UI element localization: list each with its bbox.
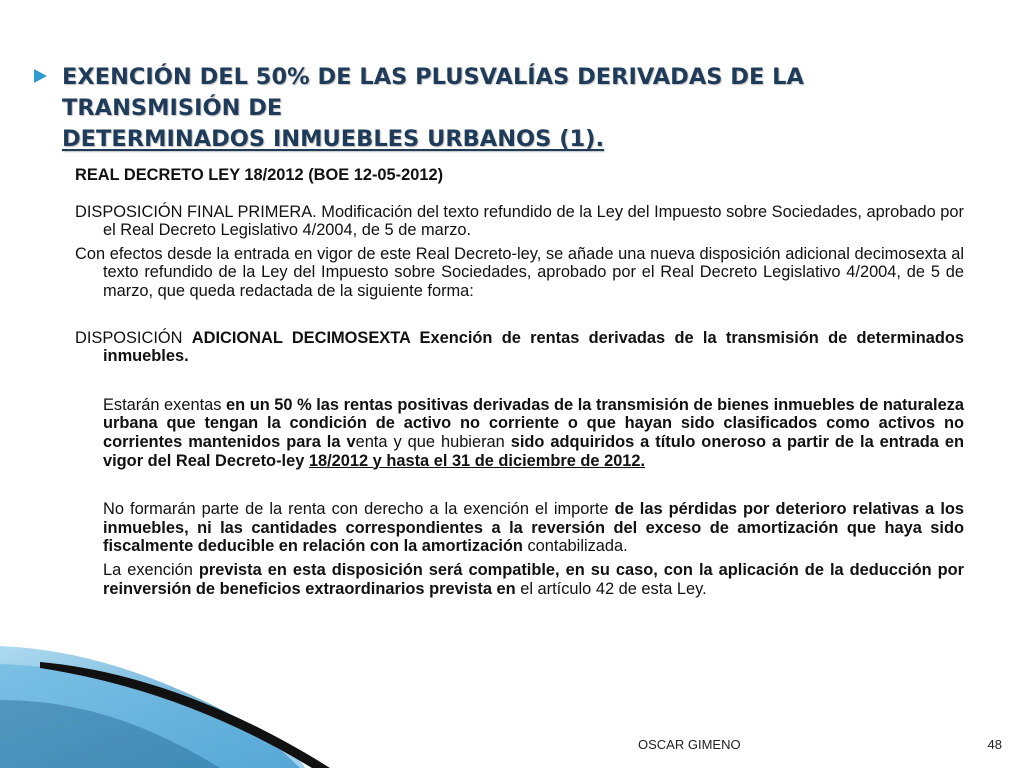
title-line-2: DETERMINADOS INMUEBLES URBANOS (1). <box>62 126 604 152</box>
disposicion-final-paragraph: DISPOSICIÓN FINAL PRIMERA. Modificación del texto refundido de la Ley del Impuesto sobre Sociedades, aprobado por el Real Decreto Legislativo 4/2004, de 5 de marzo. <box>75 202 964 240</box>
disposicion-adicional-heading: DISPOSICIÓN ADICIONAL DECIMOSEXTA Exención de rentas derivadas de la transmisión de determinados inmuebles. <box>75 328 964 366</box>
efectos-paragraph: Con efectos desde la entrada en vigor de este Real Decreto-ley, se añade una nueva disposición adicional decimosexta al texto refundido de la Ley del Impuesto sobre Sociedades, aprobado por el Real Decreto Legislativo 4/2004, de 5 de marzo, que queda redactada de la siguiente forma: <box>75 244 964 300</box>
title-line-1: EXENCIÓN DEL 50% DE LAS PLUSVALÍAS DERIVADAS DE LA TRANSMISIÓN DE <box>62 64 804 121</box>
perdidas-paragraph: No formarán parte de la renta con derecho a la exención el importe de las pérdidas por deterioro relativas a los inmuebles, ni las cantidades correspondientes a la reversión del exceso de amortización que haya sido fiscalmente deducible en relación con la amortización contabilizada. <box>103 500 965 556</box>
exencion-paragraph: Estarán exentas en un 50 % las rentas positivas derivadas de la transmisión de bienes inmuebles de naturaleza urbana que tengan la condición de activo no corriente o que hayan sido clasificados como activos no corrientes mantenidos para la venta y que hubieran sido adquiridos a título oneroso a partir de la entrada en vigor del Real Decreto-ley 18/2012 y hasta el 31 de diciembre de 2012. <box>103 395 964 470</box>
law-heading: REAL DECRETO LEY 18/2012 (BOE 12-05-2012) <box>75 166 444 184</box>
compatibilidad-paragraph: La exención prevista en esta disposición será compatible, en su caso, con la aplicación de la deducción por reinversión de beneficios extraordinarios prevista en el artículo 42 de esta Ley. <box>103 560 965 598</box>
footer-author: OSCAR GIMENO <box>638 737 741 752</box>
page-number: 48 <box>987 737 1002 752</box>
